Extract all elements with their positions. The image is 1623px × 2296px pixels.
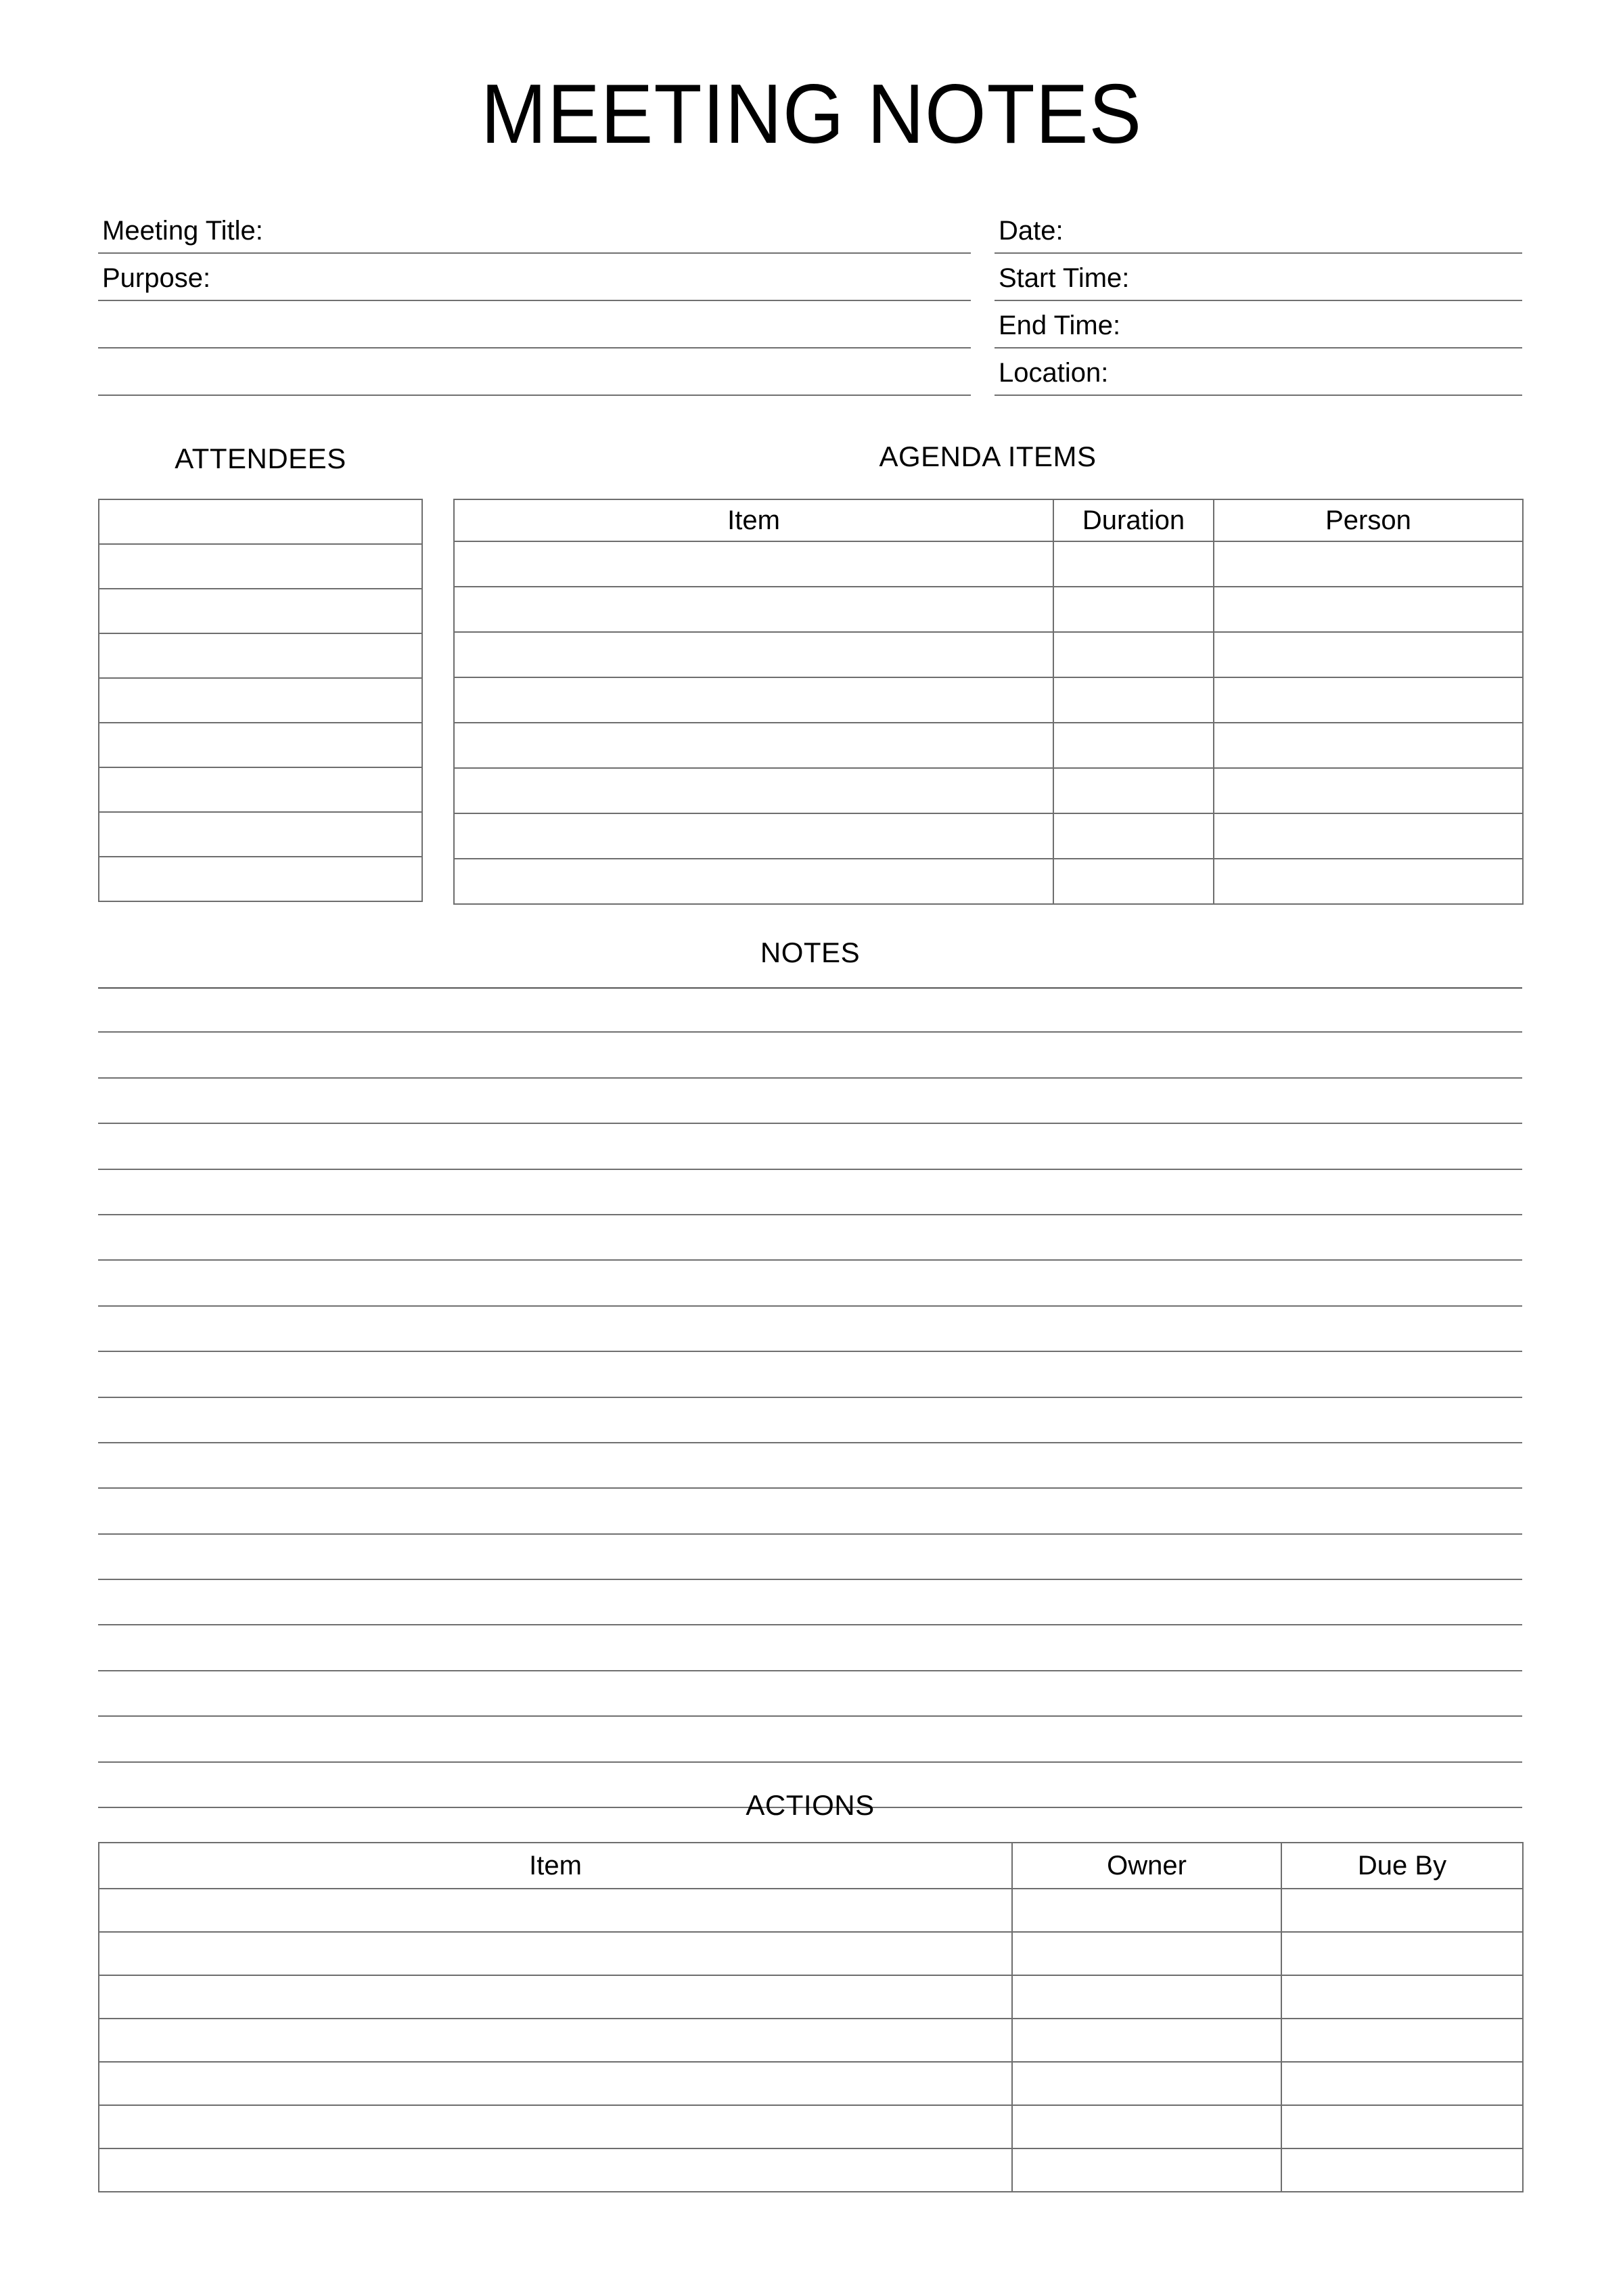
action-cell-owner[interactable] xyxy=(1012,2105,1281,2148)
attendee-cell[interactable] xyxy=(99,812,422,857)
agenda-cell-duration[interactable] xyxy=(1053,859,1214,904)
table-row xyxy=(99,1975,1523,2019)
agenda-cell-duration[interactable] xyxy=(1053,587,1214,632)
agenda-cell-item[interactable] xyxy=(454,723,1053,768)
field-purpose-continuation-2[interactable] xyxy=(98,348,971,396)
table-row xyxy=(454,859,1523,904)
notes-line[interactable] xyxy=(98,1033,1522,1078)
action-cell-due-by[interactable] xyxy=(1281,2148,1523,2192)
actions-table xyxy=(98,1842,1524,2192)
agenda-cell-person[interactable] xyxy=(1214,587,1523,632)
meta-column-right xyxy=(995,206,1522,396)
field-location-label: Location: xyxy=(999,358,1109,388)
agenda-table-head xyxy=(454,499,1523,541)
field-purpose[interactable] xyxy=(98,254,971,301)
action-cell-due-by[interactable] xyxy=(1281,1889,1523,1932)
table-row xyxy=(454,768,1523,813)
action-cell-item[interactable] xyxy=(99,2019,1012,2062)
action-cell-owner[interactable] xyxy=(1012,2148,1281,2192)
agenda-cell-person[interactable] xyxy=(1214,632,1523,677)
action-cell-due-by[interactable] xyxy=(1281,2105,1523,2148)
action-cell-item[interactable] xyxy=(99,2105,1012,2148)
attendee-cell[interactable] xyxy=(99,499,422,544)
table-row xyxy=(99,2105,1523,2148)
agenda-column-person: Person xyxy=(1214,499,1523,541)
attendee-cell[interactable] xyxy=(99,857,422,901)
table-row xyxy=(99,2062,1523,2105)
notes-line[interactable] xyxy=(98,1170,1522,1215)
agenda-cell-item[interactable] xyxy=(454,859,1053,904)
agenda-cell-duration[interactable] xyxy=(1053,813,1214,859)
table-row xyxy=(99,678,422,723)
notes-line[interactable] xyxy=(98,1079,1522,1124)
field-start-time-label: Start Time: xyxy=(999,263,1130,293)
notes-line[interactable] xyxy=(98,1124,1522,1169)
actions-table-head xyxy=(99,1843,1523,1889)
table-row xyxy=(99,857,422,901)
agenda-cell-duration[interactable] xyxy=(1053,723,1214,768)
action-cell-owner[interactable] xyxy=(1012,1975,1281,2019)
table-row xyxy=(454,541,1523,587)
agenda-cell-duration[interactable] xyxy=(1053,632,1214,677)
agenda-cell-person[interactable] xyxy=(1214,677,1523,723)
action-cell-owner[interactable] xyxy=(1012,2019,1281,2062)
action-cell-owner[interactable] xyxy=(1012,1932,1281,1975)
table-row xyxy=(99,499,422,544)
action-cell-item[interactable] xyxy=(99,1932,1012,1975)
attendees-heading: ATTENDEES xyxy=(175,443,346,474)
field-purpose-continuation-1[interactable] xyxy=(98,301,971,348)
action-cell-item[interactable] xyxy=(99,1975,1012,2019)
attendee-cell[interactable] xyxy=(99,767,422,812)
actions-column-owner: Owner xyxy=(1012,1843,1281,1889)
notes-line[interactable] xyxy=(98,1580,1522,1625)
attendee-cell[interactable] xyxy=(99,544,422,589)
table-row xyxy=(99,1932,1523,1975)
agenda-cell-person[interactable] xyxy=(1214,859,1523,904)
notes-line[interactable] xyxy=(98,1261,1522,1306)
agenda-cell-person[interactable] xyxy=(1214,768,1523,813)
agenda-column-item: Item xyxy=(454,499,1053,541)
actions-column-due-by: Due By xyxy=(1281,1843,1523,1889)
actions-heading: ACTIONS xyxy=(746,1789,875,1821)
meeting-header-fields xyxy=(98,206,1522,396)
action-cell-item[interactable] xyxy=(99,2148,1012,2192)
table-row xyxy=(454,723,1523,768)
actions-header-row xyxy=(99,1843,1523,1889)
action-cell-due-by[interactable] xyxy=(1281,1932,1523,1975)
field-date-label: Date: xyxy=(999,216,1064,246)
notes-line[interactable] xyxy=(98,1717,1522,1762)
agenda-cell-duration[interactable] xyxy=(1053,768,1214,813)
notes-heading: NOTES xyxy=(760,937,861,968)
field-end-time[interactable] xyxy=(995,301,1522,348)
attendees-table-body xyxy=(99,499,422,901)
agenda-cell-person[interactable] xyxy=(1214,723,1523,768)
agenda-heading: AGENDA ITEMS xyxy=(879,441,1097,472)
table-row xyxy=(454,632,1523,677)
field-meeting-title[interactable] xyxy=(98,206,971,254)
actions-table-body xyxy=(99,1889,1523,2192)
agenda-cell-item[interactable] xyxy=(454,768,1053,813)
field-meeting-title-label: Meeting Title: xyxy=(102,216,263,246)
agenda-table-body xyxy=(454,541,1523,904)
page-title: MEETING NOTES xyxy=(480,68,1143,161)
field-end-time-label: End Time: xyxy=(999,311,1121,340)
agenda-table xyxy=(453,499,1524,905)
table-row xyxy=(99,544,422,589)
notes-line[interactable] xyxy=(98,1215,1522,1261)
agenda-cell-item[interactable] xyxy=(454,677,1053,723)
action-cell-due-by[interactable] xyxy=(1281,1975,1523,2019)
agenda-cell-item[interactable] xyxy=(454,587,1053,632)
agenda-cell-item[interactable] xyxy=(454,813,1053,859)
table-row xyxy=(99,589,422,633)
agenda-cell-duration[interactable] xyxy=(1053,541,1214,587)
attendee-cell[interactable] xyxy=(99,723,422,767)
table-row xyxy=(99,1889,1523,1932)
action-cell-item[interactable] xyxy=(99,2062,1012,2105)
notes-line[interactable] xyxy=(98,1443,1522,1489)
actions-column-item: Item xyxy=(99,1843,1012,1889)
notes-line[interactable] xyxy=(98,987,1522,1033)
table-row xyxy=(99,767,422,812)
field-date[interactable] xyxy=(995,206,1522,254)
attendee-cell[interactable] xyxy=(99,589,422,633)
field-location[interactable] xyxy=(995,348,1522,396)
table-row xyxy=(454,677,1523,723)
notes-line[interactable] xyxy=(98,1489,1522,1534)
action-cell-due-by[interactable] xyxy=(1281,2019,1523,2062)
notes-writing-area xyxy=(98,987,1522,1808)
table-row xyxy=(99,723,422,767)
notes-line[interactable] xyxy=(98,1535,1522,1580)
agenda-cell-person[interactable] xyxy=(1214,541,1523,587)
agenda-cell-item[interactable] xyxy=(454,632,1053,677)
meta-column-left xyxy=(98,206,971,396)
table-row xyxy=(99,633,422,678)
agenda-column-duration: Duration xyxy=(1053,499,1214,541)
field-start-time[interactable] xyxy=(995,254,1522,301)
agenda-cell-item[interactable] xyxy=(454,541,1053,587)
table-row xyxy=(454,813,1523,859)
attendee-cell[interactable] xyxy=(99,678,422,723)
table-row xyxy=(454,587,1523,632)
field-purpose-label: Purpose: xyxy=(102,263,211,293)
table-row xyxy=(99,2148,1523,2192)
agenda-cell-duration[interactable] xyxy=(1053,677,1214,723)
notes-line[interactable] xyxy=(98,1398,1522,1443)
attendees-table xyxy=(98,499,423,902)
table-row xyxy=(99,2019,1523,2062)
agenda-header-row xyxy=(454,499,1523,541)
attendee-cell[interactable] xyxy=(99,633,422,678)
table-row xyxy=(99,812,422,857)
notes-line[interactable] xyxy=(98,1625,1522,1671)
agenda-cell-person[interactable] xyxy=(1214,813,1523,859)
action-cell-due-by[interactable] xyxy=(1281,2062,1523,2105)
action-cell-owner[interactable] xyxy=(1012,2062,1281,2105)
action-cell-item[interactable] xyxy=(99,1889,1012,1932)
action-cell-owner[interactable] xyxy=(1012,1889,1281,1932)
notes-line[interactable] xyxy=(98,1352,1522,1397)
notes-line[interactable] xyxy=(98,1671,1522,1717)
notes-line[interactable] xyxy=(98,1307,1522,1352)
